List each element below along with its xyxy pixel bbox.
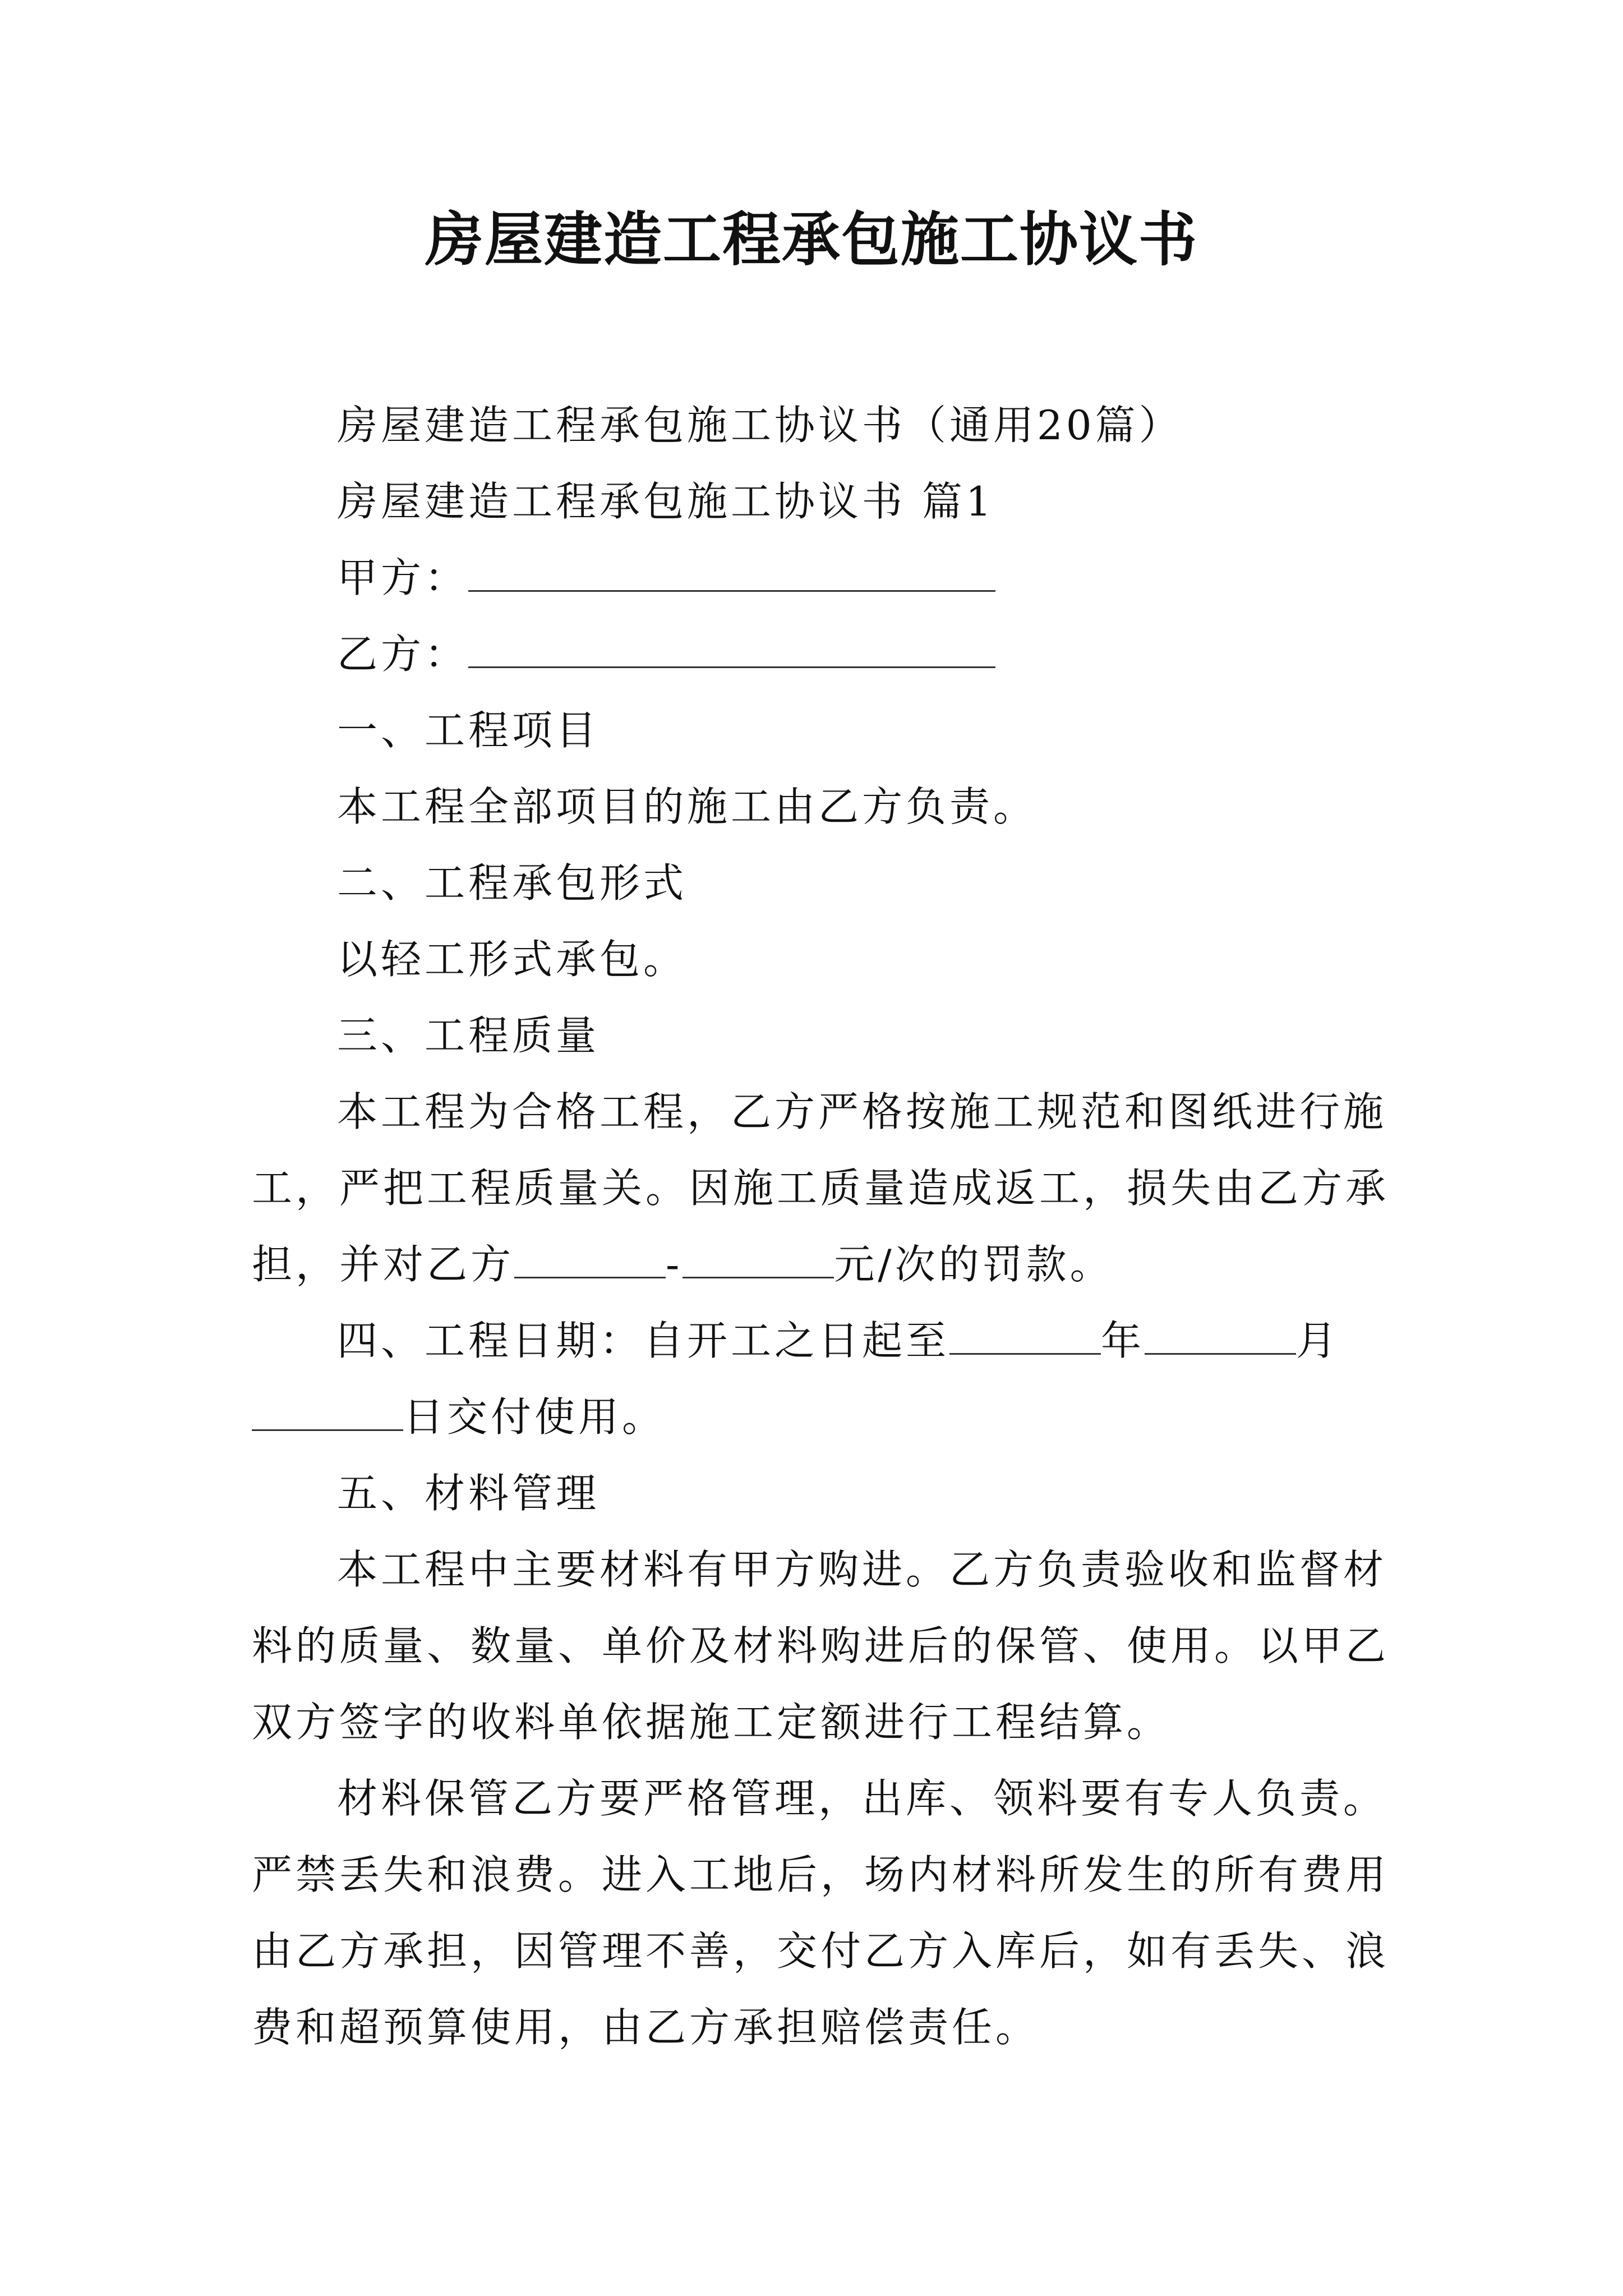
section-3-text-a: 本工程为合格工程，乙方严格按施工规范和图纸进行施工，严把工程质量关。因施工质量造成返工，损失由乙方承担，并对乙方 — [252, 1088, 1390, 1288]
month-label: 月 — [1296, 1317, 1340, 1364]
section-2-heading: 二、工程承包形式 — [337, 859, 688, 907]
section-1-heading: 一、工程项目 — [337, 707, 600, 754]
section-4-text-a: 四、工程日期：自开工之日起至 — [337, 1317, 950, 1364]
party-b-label: 乙方： — [337, 631, 469, 678]
section-3-text — [252, 1074, 1390, 1303]
section-5-text-2: 材料保管乙方要严格管理，出库、领料要有专人负责。严禁丢失和浪费。进入工地后，场内材料所发生的所有费用由乙方承担，因管理不善，交付乙方入库后，如有丢失、浪费和超预算使用，由乙方承担赔偿责任。 — [252, 1775, 1390, 2051]
party-b-blank — [468, 631, 995, 668]
party-a-label: 甲方： — [337, 554, 469, 601]
fine-dash: - — [666, 1241, 683, 1288]
section-5-text-1: 本工程中主要材料有甲方购进。乙方负责验收和监督材料的质量、数量、单价及材料购进后的保管、使用。以甲乙双方签字的收料单依据施工定额进行工程结算。 — [252, 1546, 1390, 1746]
subtitle: 房屋建造工程承包施工协议书（通用20篇） — [337, 402, 1183, 449]
article-heading: 房屋建造工程承包施工协议书 篇1 — [337, 478, 995, 525]
day-label: 日交付使用。 — [403, 1393, 666, 1441]
section-4-text — [252, 1303, 1390, 1455]
party-a-line — [252, 540, 1390, 616]
party-a-blank — [468, 554, 995, 592]
section-3-text-b: 元/次的罚款。 — [834, 1241, 1114, 1288]
month-blank — [1145, 1317, 1296, 1355]
year-blank — [949, 1317, 1101, 1355]
section-3-heading: 三、工程质量 — [337, 1012, 600, 1059]
fine-max-blank — [683, 1241, 834, 1278]
fine-min-blank — [514, 1241, 666, 1278]
party-b-line — [252, 616, 1390, 692]
year-label: 年 — [1101, 1317, 1145, 1364]
document-title: 房屋建造工程承包施工协议书 — [425, 205, 1198, 274]
section-1-text: 本工程全部项目的施工由乙方负责。 — [337, 783, 1038, 830]
section-2-text: 以轻工形式承包。 — [337, 936, 688, 983]
document-body — [252, 387, 1390, 2065]
section-5-heading: 五、材料管理 — [337, 1470, 600, 1517]
day-blank — [252, 1393, 403, 1431]
